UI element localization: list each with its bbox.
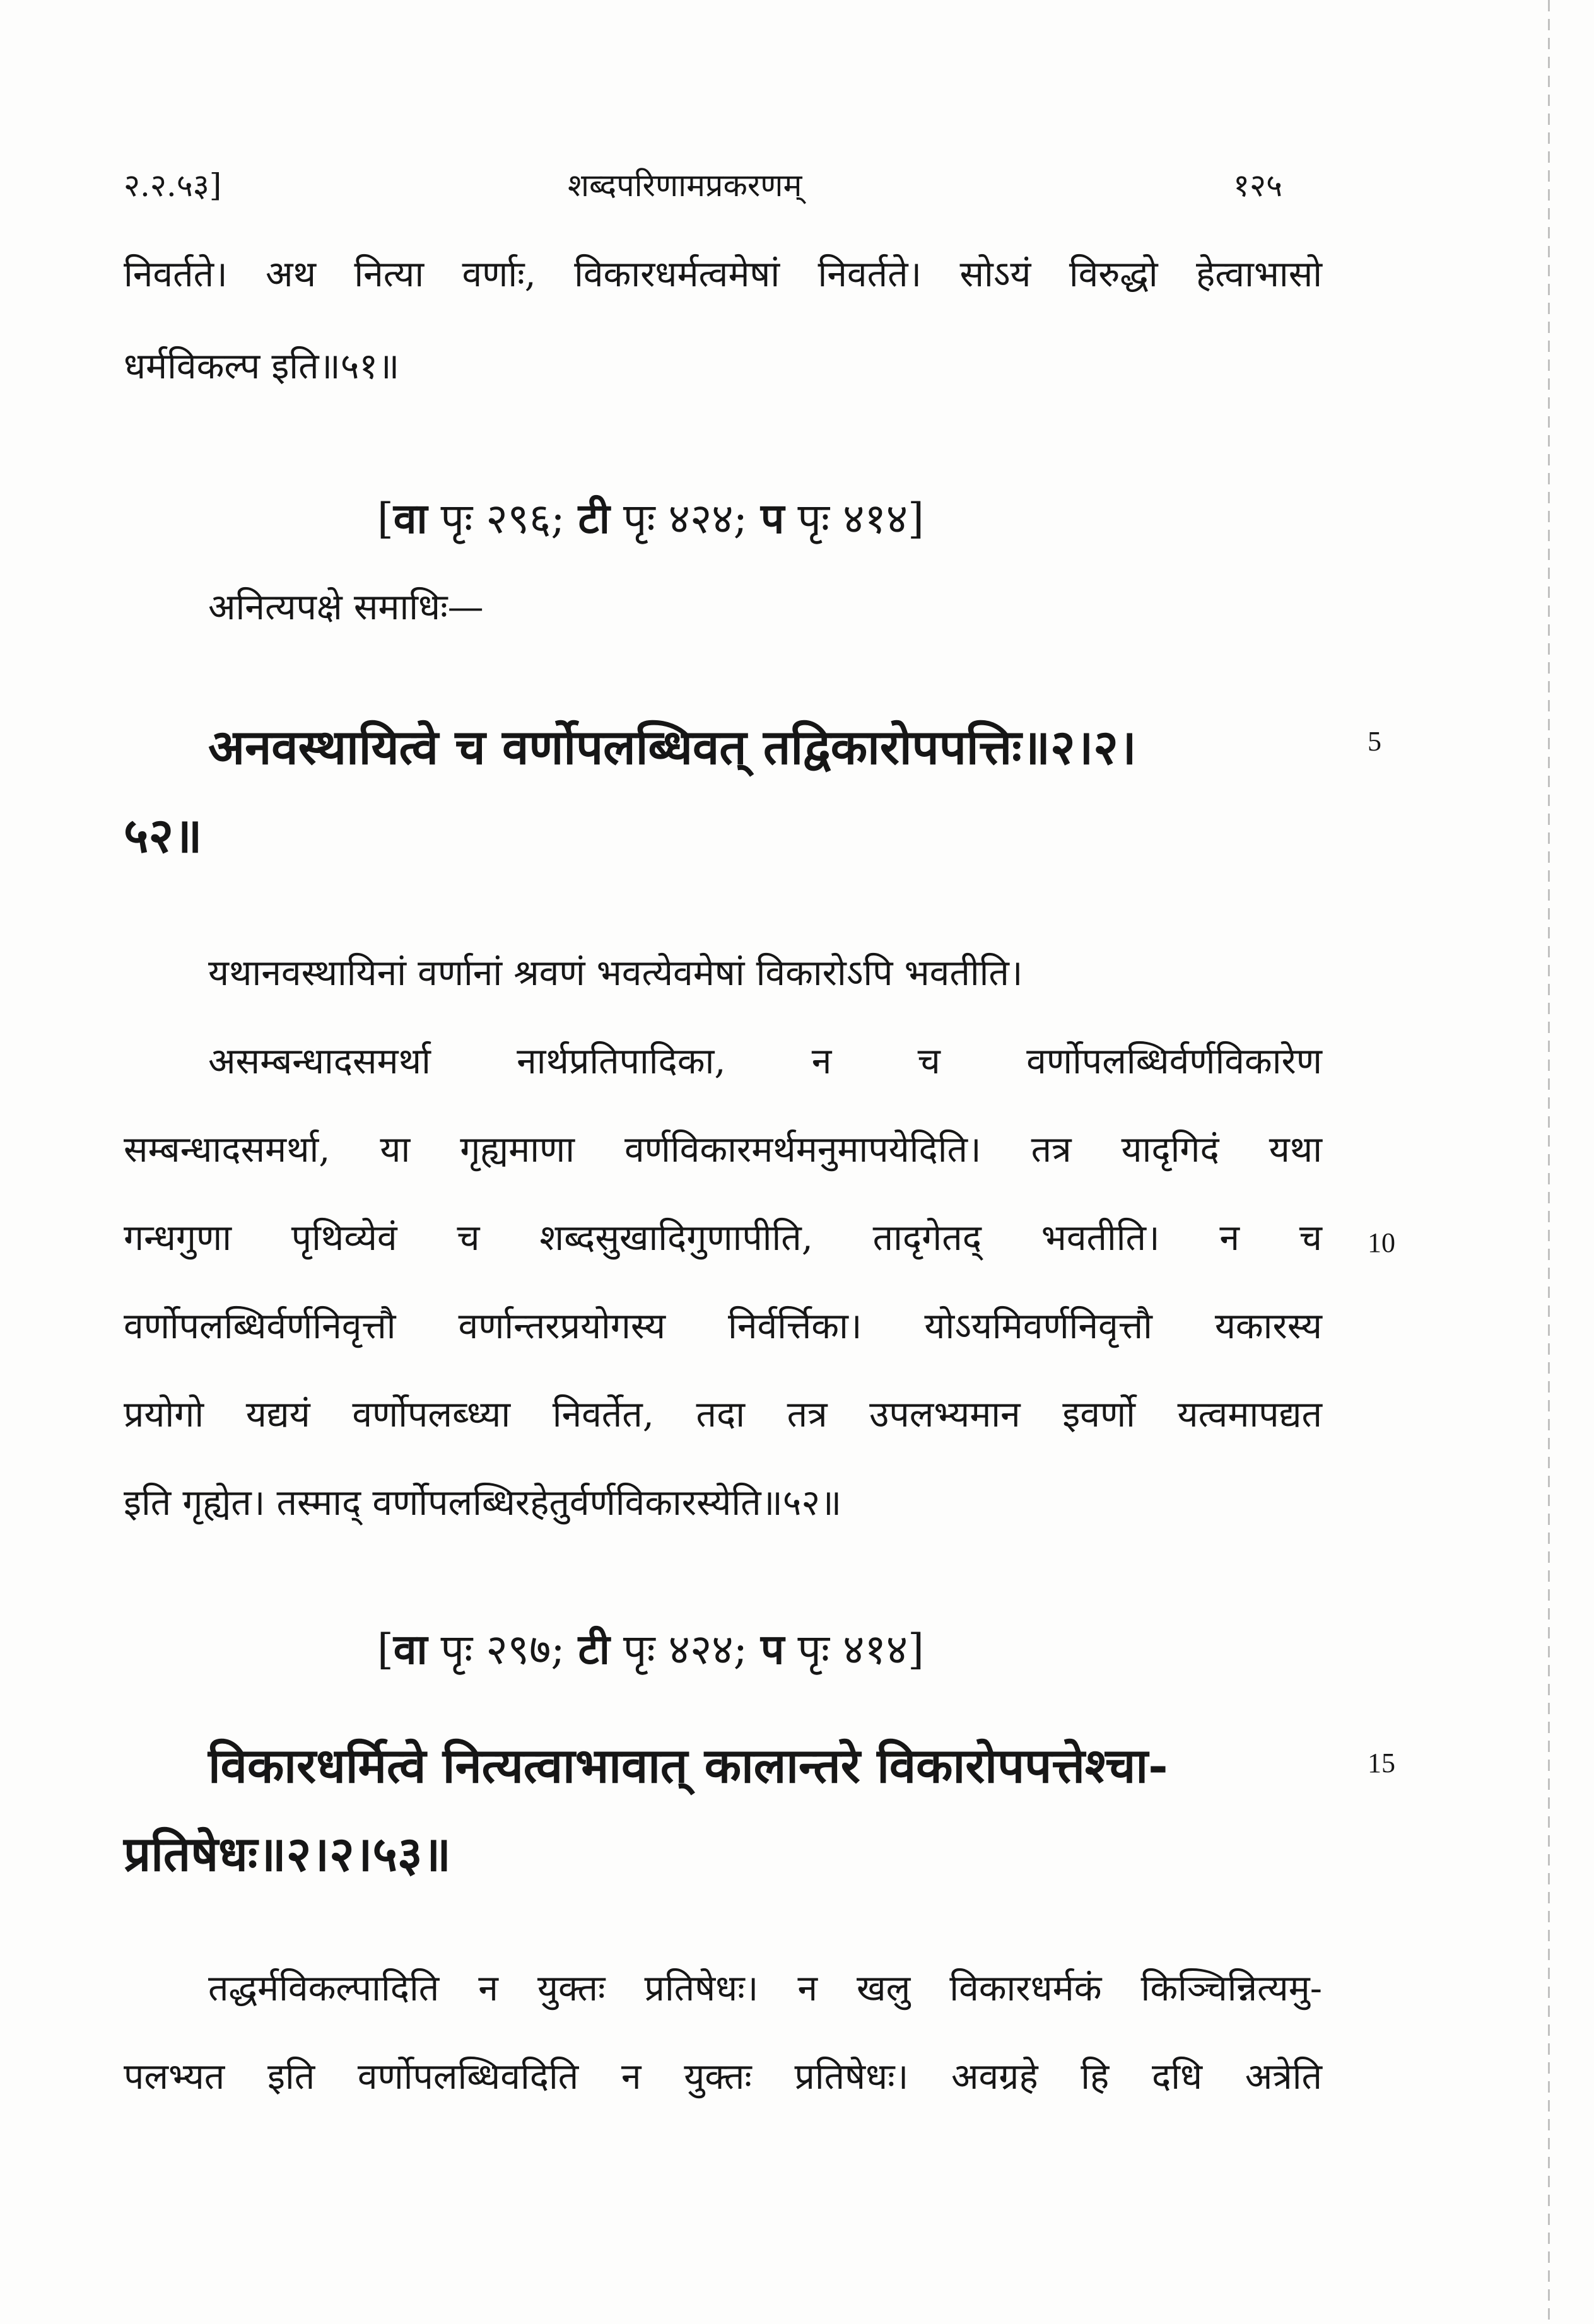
scan-edge-mark <box>1548 0 1550 2324</box>
paragraph-line: पलभ्यत इति वर्णोपलब्धिवदिति न युक्तः प्रतिषेधः। अवग्रहे हि दधि अत्रेति <box>124 2056 1322 2098</box>
header-page-number: १२५ <box>1233 167 1282 204</box>
header-chapter-title: शब्दपरिणामप्रकरणम् <box>568 167 802 204</box>
line-number: 5 <box>1368 726 1381 757</box>
header-section-ref: २.२.५३] <box>124 167 222 204</box>
paragraph-line: असम्बन्धादसमर्था नार्थप्रतिपादिका, न च वर्णोपलब्धिर्वर्णविकारेण <box>208 1041 1322 1082</box>
sutra-line: प्रतिषेधः॥२।२।५३॥ <box>124 1826 452 1882</box>
sutra-line: विकारधर्मित्वे नित्यत्वाभावात् कालान्तरे विकारोपपत्तेश्चा- <box>208 1737 1168 1794</box>
paragraph-line: वर्णोपलब्धिर्वर्णनिवृत्तौ वर्णान्तरप्रयोगस्य निर्वर्त्तिका। योऽयमिवर्णनिवृत्तौ यकारस्य <box>124 1305 1322 1347</box>
paragraph-line: यथानवस्थायिनां वर्णानां श्रवणं भवत्येवमेषां विकारोऽपि भवतीति। <box>208 952 1023 994</box>
paragraph-line: प्रयोगो यद्ययं वर्णोपलब्ध्या निवर्तेत, तदा तत्र उपलभ्यमान इवर्णो यत्वमापद्यत <box>124 1394 1322 1435</box>
paragraph-line: सम्बन्धादसमर्था, या गृह्यमाणा वर्णविकारमर्थमनुमापयेदिति। तत्र यादृगिदं यथा <box>124 1129 1322 1171</box>
line-number: 15 <box>1368 1748 1395 1778</box>
sutra-line: ५२॥ <box>124 807 202 863</box>
paragraph-line: इति गृह्येत। तस्माद् वर्णोपलब्धिरहेतुर्वर्णविकारस्येति॥५२॥ <box>124 1482 842 1524</box>
paragraph-line: निवर्तते। अथ नित्या वर्णाः, विकारधर्मत्वमेषां निवर्तते। सोऽयं विरुद्धो हेत्वाभासो <box>124 254 1322 295</box>
reference-bracket-2: [वा पृः २९७; टी पृः ४२४; प पृः ४१४] <box>377 1625 924 1674</box>
paragraph-line: तद्धर्मविकल्पादिति न युक्तः प्रतिषेधः। न खलु विकारधर्मकं किञ्चिन्नित्यमु- <box>208 1968 1322 2009</box>
intro-line: अनित्यपक्षे समाधिः— <box>208 587 484 628</box>
reference-bracket-1: [वा पृः २९६; टी पृः ४२४; प पृः ४१४] <box>377 494 924 543</box>
sutra-line: अनवस्थायित्वे च वर्णोपलब्धिवत् तद्विकारोपपत्तिः॥२।२। <box>208 719 1137 775</box>
paragraph-line: धर्मविकल्प इति॥५१॥ <box>124 346 400 387</box>
line-number: 10 <box>1368 1227 1395 1258</box>
paragraph-line: गन्धगुणा पृथिव्येवं च शब्दसुखादिगुणापीति, तादृगेतद् भवतीति। न च <box>124 1217 1322 1259</box>
